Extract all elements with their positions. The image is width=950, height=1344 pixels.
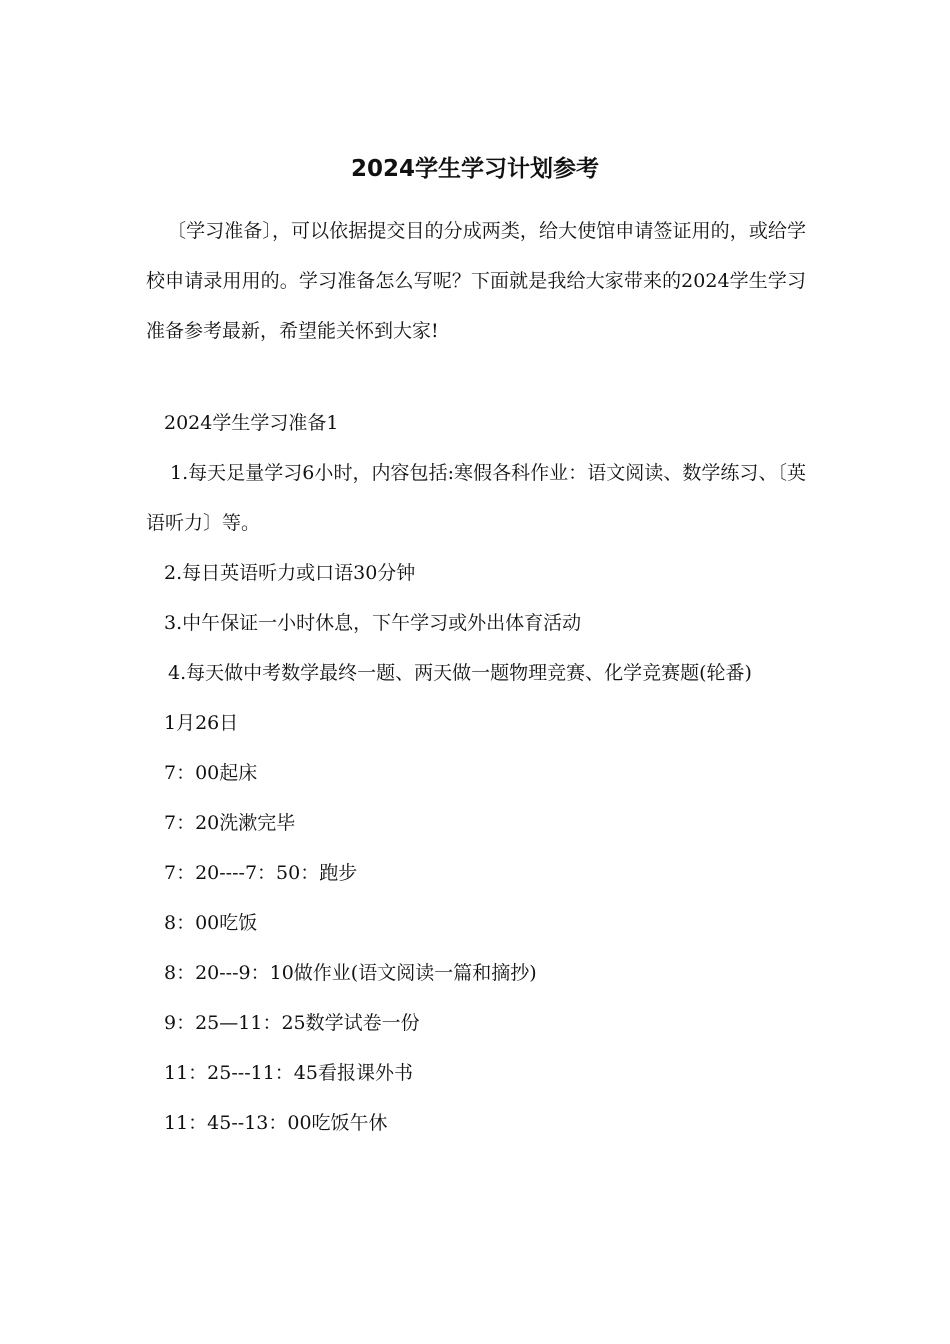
schedule-date: 1月26日 <box>164 712 239 734</box>
plan-item-1: 1.每天足量学习6小时，内容包括:寒假各科作业：语文阅读、数学练习、〔英语听力〕等。 <box>146 462 806 534</box>
schedule-entry: 8：00吃饭 <box>164 912 258 934</box>
plan-item-4: 4.每天做中考数学最终一题、两天做一题物理竞赛、化学竞赛题(轮番) <box>168 662 752 684</box>
schedule-entry: 8：20---9：10做作业(语文阅读一篇和摘抄) <box>164 962 537 984</box>
plan-item-3: 3.中午保证一小时休息，下午学习或外出体育活动 <box>164 612 582 634</box>
schedule-entry: 9：25—11：25数学试卷一份 <box>164 1012 420 1034</box>
schedule-entry: 7：20----7：50：跑步 <box>164 862 358 884</box>
intro-paragraph: 〔学习准备〕，可以依据提交目的分成两类，给大使馆申请签证用的，或给学校申请录用用的。学习准备怎么写呢？下面就是我给大家带来的2024学生学习准备参考最新，希望能关怀到大家! <box>146 220 806 342</box>
plan-item-2: 2.每日英语听力或口语30分钟 <box>164 562 416 584</box>
section-heading: 2024学生学习准备1 <box>164 412 339 434</box>
schedule-entry: 7：20洗漱完毕 <box>164 812 296 834</box>
plan-content <box>146 398 806 1148</box>
schedule-entry: 11：25---11：45看报课外书 <box>164 1062 413 1084</box>
document-title: 2024学生学习计划参考 <box>350 156 599 182</box>
schedule-entry: 11：45--13：00吃饭午休 <box>164 1112 388 1134</box>
schedule-entry: 7：00起床 <box>164 762 258 784</box>
